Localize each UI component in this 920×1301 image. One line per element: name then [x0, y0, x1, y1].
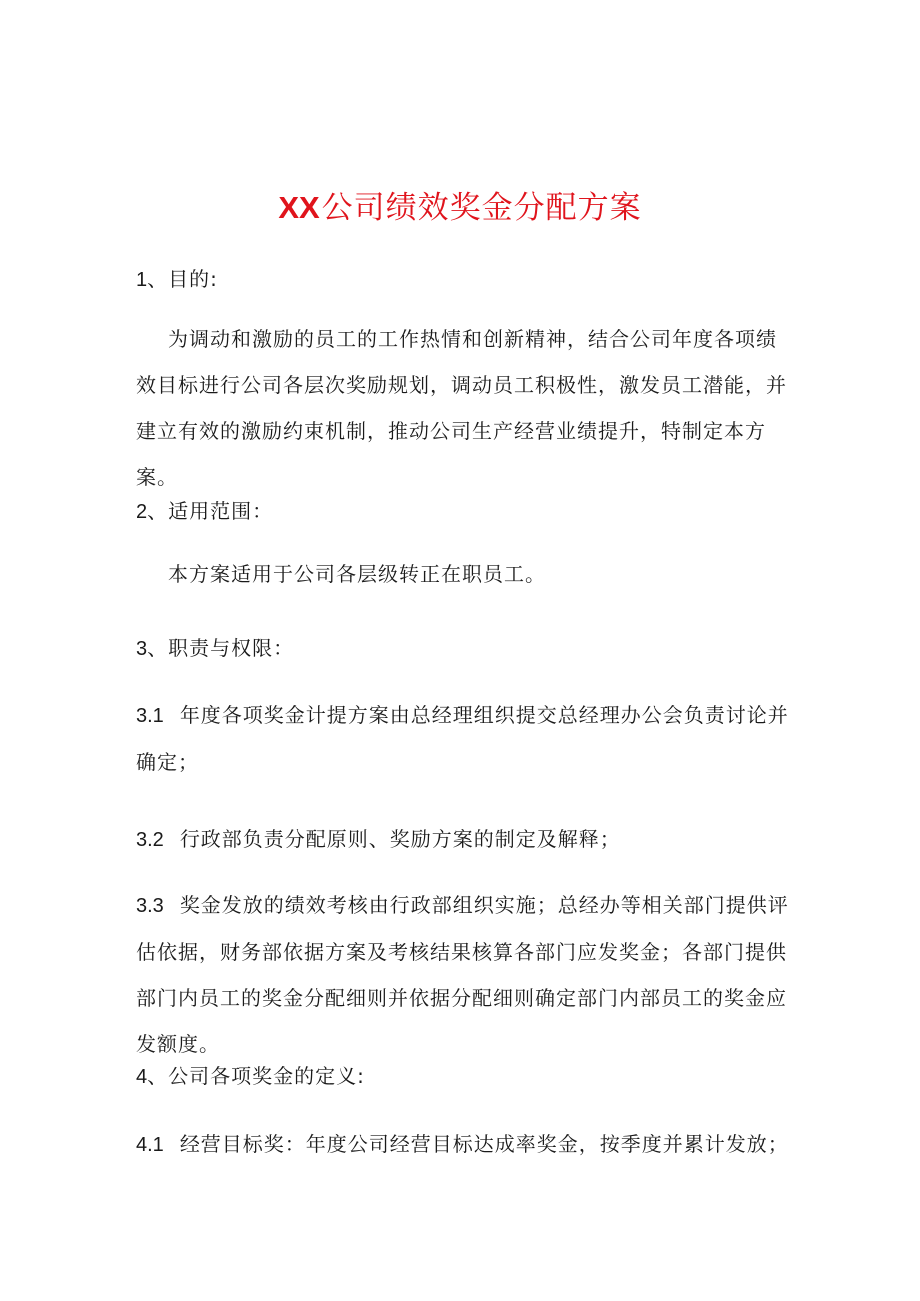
- section-3-1-text: 年度各项奖金计提方案由总经理组织提交总经理办公会负责讨论并确定；: [136, 703, 789, 774]
- section-1-number: 1: [136, 269, 148, 291]
- section-2-number: 2: [136, 501, 148, 523]
- section-4-heading: [136, 1053, 796, 1100]
- section-3-number: 3: [136, 638, 148, 660]
- section-4-heading-text: 、公司各项奖金的定义:: [147, 1064, 365, 1088]
- section-3-1: [136, 692, 796, 785]
- section-2-heading: [136, 488, 796, 535]
- section-3-heading: [136, 625, 796, 672]
- section-3-3: [136, 882, 796, 1067]
- section-3-2: [136, 816, 796, 863]
- section-3-3-text: 奖金发放的绩效考核由行政部组织实施；总经办等相关部门提供评估依据，财务部依据方案及考核结果核算各部门应发奖金；各部门提供部门内员工的奖金分配细则并依据分配细则确定部门内部员工的奖金应发额度。: [136, 893, 789, 1056]
- section-2-heading-text: 、适用范围：: [147, 499, 274, 523]
- title-main: 公司绩效奖金分配方案: [321, 190, 642, 226]
- section-4-number: 4: [136, 1066, 148, 1088]
- section-3-2-text: 行政部负责分配原则、奖励方案的制定及解释；: [179, 827, 621, 851]
- section-3-1-number: 3.1: [136, 705, 164, 727]
- section-4-1-text: 经营目标奖：年度公司经营目标达成率奖金，按季度并累计发放；: [179, 1132, 789, 1156]
- document-title: [0, 180, 920, 236]
- section-4-1: [136, 1121, 796, 1168]
- section-3-3-number: 3.3: [136, 895, 164, 917]
- section-2-body: 本方案适用于公司各层级转正在职员工。: [168, 562, 546, 586]
- section-4-1-number: 4.1: [136, 1134, 164, 1156]
- title-prefix: XX: [278, 190, 320, 225]
- section-1-heading: [136, 256, 796, 303]
- section-1-heading-text: 、目的:: [147, 267, 218, 291]
- section-3-2-number: 3.2: [136, 829, 164, 851]
- section-1-body: 为调动和激励的员工的工作热情和创新精神，结合公司年度各项绩效目标进行公司各层次奖励规划，调动员工积极性，激发员工潜能，并建立有效的激励约束机制，推动公司生产经营业绩提升，特制定本方案。: [136, 327, 787, 489]
- section-3-heading-text: 、职责与权限：: [147, 636, 295, 660]
